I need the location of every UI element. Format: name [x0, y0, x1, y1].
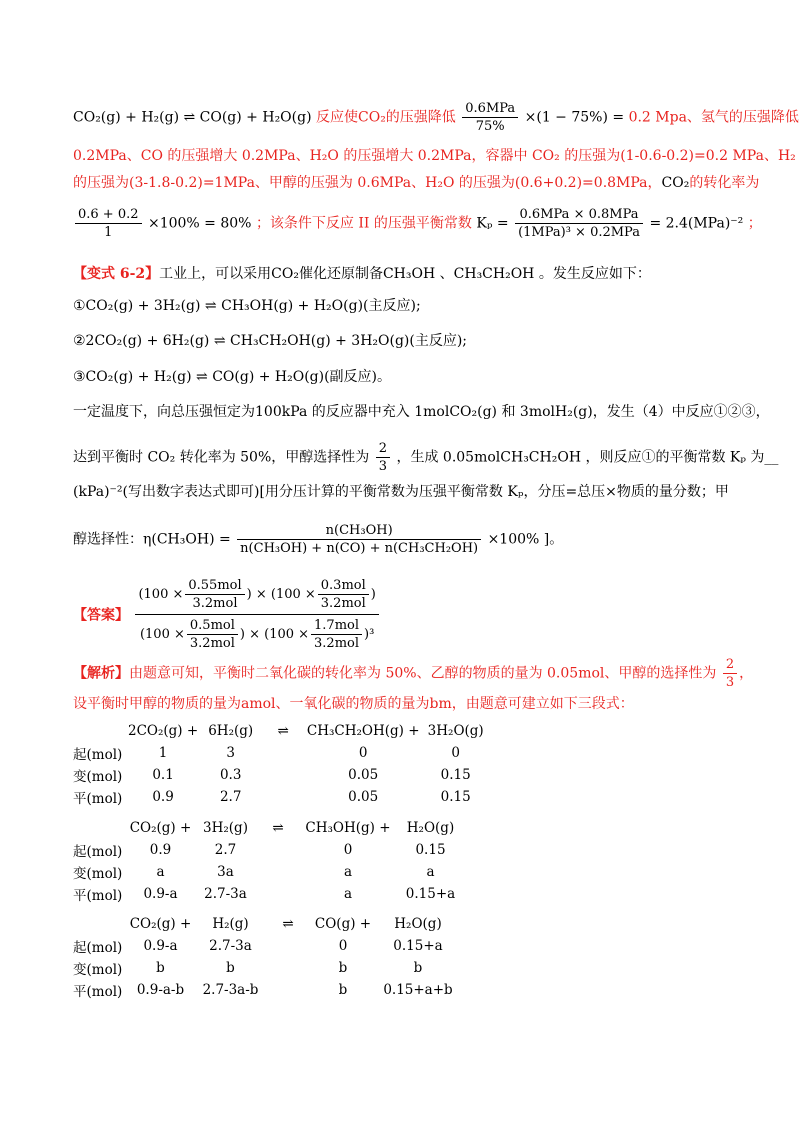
ice-table-header: CO₂(g) + 3H₂(g) ⇌ CH₃OH(g) + H₂O(g) — [129, 820, 455, 836]
fraction-kp: $\frac{\text{0.6MPa × 0.8MPa}}{\text{(1MPa)³ × 0.2MPa}}$ — [515, 206, 643, 241]
reaction-3: ③CO₂(g) + H₂(g) ⇌ CO(g) + H₂O(g)(副反应)。 — [73, 369, 392, 385]
ice-table-ethanol — [73, 720, 488, 808]
fraction-0.6mpa-75pct: $\frac{\text{0.6MPa}}{75\%}$ — [462, 100, 518, 135]
analysis-line-1: 【解析】由题意可知，平衡时二氧化碳的转化率为 50%、乙醇的物质的量为 0.05mol、甲醇的选择性为 $\frac{2}{3}$ ， — [73, 657, 754, 690]
solution-line-3: 的压强为(3-1.8-0.2)=1MPa、甲醇的压强为 0.6MPa、H₂O 的压强为(0.6+0.2)=0.8MPa，CO₂的转化率为 — [73, 175, 760, 191]
answer-tag: 【答案】 — [73, 607, 129, 624]
table-row: 起(mol) 0.9 2.7 0 0.15 — [73, 842, 446, 860]
analysis-tag: 【解析】 — [73, 665, 129, 682]
table-row: 变(mol) a 3a a a — [73, 864, 435, 882]
answer-block — [73, 577, 760, 652]
text-pressure-drop: 反应使CO₂的压强降低 — [316, 109, 456, 126]
solution-line-4: $\frac{0.6 + 0.2}{1}$ ×100% = 80% ；该条件下反应 II 的压强平衡常数 Kₚ = $\frac{\text{0.6MPa × 0.8MPa}}{\text{(1MPa)³ × 0.2MPa}}$ = 2.4(MPa)⁻² ； — [73, 206, 760, 241]
fraction-conversion: $\frac{0.6 + 0.2}{1}$ — [75, 206, 142, 241]
variant-6-2-heading: 【变式 6-2】工业上，可以采用CO₂催化还原制备CH₃OH 、CH₃CH₂OH 。发生反应如下： — [73, 266, 651, 282]
question-line-2: 达到平衡时 CO₂ 转化率为 50%，甲醇选择性为 $\frac{2}{3}$ ，生成 0.05molCH₃CH₂OH ，则反应①的平衡常数 Kₚ 为__ — [73, 441, 779, 474]
answer-expression: (100 × $\frac{\text{0.55mol}}{\text{3.2mol}}$ ) × (100 × $\frac{\text{0.3mol}}{\text{3.2mol}}$ ) (100 × $\frac{\text{0.5mol}}{\text{3.2mol}}$ ) × (100 × $\frac{\text{1.7mol}}{\text{3.2mol}}$ )³ — [135, 577, 378, 652]
table-row: 起(mol) 0.9-a 2.7-3a 0 0.15+a — [73, 938, 443, 956]
question-line-3: (kPa)⁻²(写出数字表达式即可)[用分压计算的平衡常数为压强平衡常数 Kₚ，分压=总压×物质的量分数；甲 — [73, 484, 729, 500]
ice-table-co — [73, 913, 458, 1001]
fraction-selectivity: $\frac{\text{n(CH₃OH)}}{\text{n(CH₃OH) + n(CO) + n(CH₃CH₂OH)}}$ — [237, 522, 481, 557]
reaction-1: ①CO₂(g) + 3H₂(g) ⇌ CH₃OH(g) + H₂O(g)(主反应); — [73, 298, 421, 314]
fraction-two-thirds-analysis: $\frac{2}{3}$ — [723, 656, 737, 691]
ice-table-header: CO₂(g) + H₂(g) ⇌ CO(g) + H₂O(g) — [129, 916, 442, 932]
co2-formula: CO₂ — [661, 175, 690, 191]
solution-line-2: 0.2MPa、CO 的压强增大 0.2MPa、H₂O 的压强增大 0.2MPa，容器中 CO₂ 的压强为(1-0.6-0.2)=0.2 MPa、H₂ — [73, 148, 796, 164]
table-row: 平(mol) 0.9 2.7 0.05 0.15 — [73, 789, 471, 807]
question-line-4: 醇选择性：η(CH₃OH) = $\frac{\text{n(CH₃OH)}}{\text{n(CH₃OH) + n(CO) + n(CH₃CH₂OH)}}$ ×100% ]。 — [73, 523, 564, 556]
table-row: 平(mol) 0.9-a-b 2.7-3a-b b 0.15+a+b — [73, 982, 453, 1000]
kp-label: Kₚ = — [476, 215, 509, 232]
text-times-expression: ×(1 − 75%) = — [524, 109, 625, 126]
text-hydrogen-drop: 0.2 Mpa、氢气的压强降低 — [628, 109, 799, 126]
reaction-2: ②2CO₂(g) + 6H₂(g) ⇌ CH₃CH₂OH(g) + 3H₂O(g)(主反应); — [73, 333, 468, 349]
fraction-two-thirds: $\frac{2}{3}$ — [376, 440, 390, 475]
table-row: 变(mol) b b b b — [73, 960, 423, 978]
ice-table-methanol — [73, 817, 463, 905]
equation-co2-h2: CO₂(g) + H₂(g) ⇌ CO(g) + H₂O(g) — [73, 109, 312, 126]
table-row: 起(mol) 1 3 0 0 — [73, 745, 460, 763]
variant-tag: 【变式 6-2】 — [73, 266, 160, 282]
question-line-1: 一定温度下，向总压强恒定为100kPa 的反应器中充入 1molCO₂(g) 和 3molH₂(g)，发生（4）中反应①②③， — [73, 404, 770, 420]
table-row: 变(mol) 0.1 0.3 0.05 0.15 — [73, 767, 471, 785]
table-row: 平(mol) 0.9-a 2.7-3a a 0.15+a — [73, 886, 456, 904]
solution-line-1 — [73, 100, 799, 135]
analysis-line-2: 设平衡时甲醇的物质的量为amol、一氧化碳的物质的量为bm，由题意可建立如下三段式： — [73, 696, 634, 712]
ice-table-header: 2CO₂(g) + 6H₂(g) ⇌ CH₃CH₂OH(g) + 3H₂O(g) — [128, 723, 484, 739]
